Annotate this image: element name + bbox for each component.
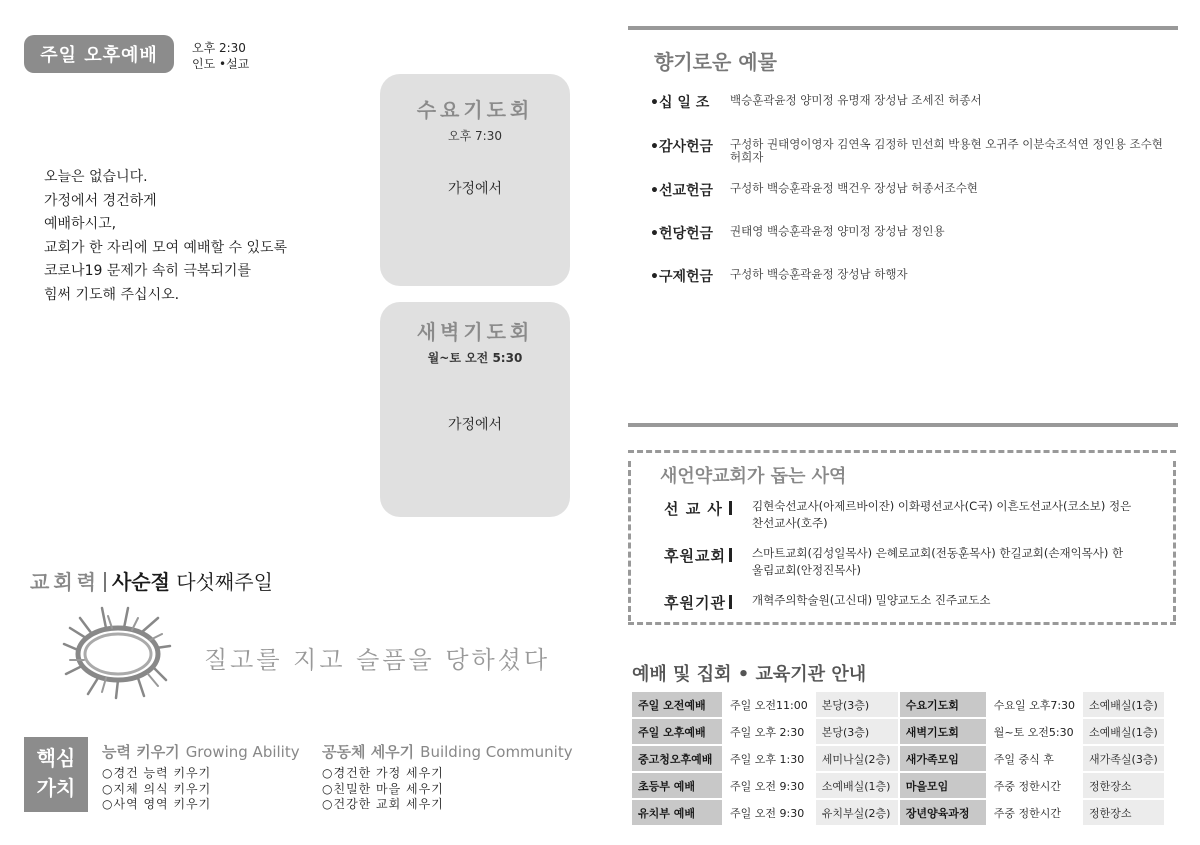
core-col2-head-ko: 공동체 세우기 <box>322 743 415 761</box>
schedule-place-cell: 소예배실(1층) <box>1083 719 1164 744</box>
schedule-place-cell: 소예배실(1층) <box>1083 692 1164 717</box>
notice-line: 교회가 한 자리에 모여 예배할 수 있도록 <box>44 239 288 256</box>
offering-label: •십 일 조 <box>650 95 710 111</box>
offering-row <box>650 180 1172 200</box>
dawn-prayer-title: 새벽기도회 <box>416 320 534 344</box>
calendar-divider <box>104 572 106 592</box>
schedule-name-cell: 유치부 예배 <box>632 800 722 825</box>
afternoon-service-leader: 인도 •설교 <box>192 57 250 71</box>
core-col1-head-ko: 능력 키우기 <box>102 743 180 761</box>
offering-names: 구성하 백승훈곽윤정 장성남 하행자 <box>730 267 908 281</box>
afternoon-service-badge: 주일 오후예배 <box>24 35 174 73</box>
schedule-place-cell: 소예배실(1층) <box>816 773 898 798</box>
offering-names: 구성하 권태영이영자 김연옥 김정하 민선희 박용현 오귀주 이분숙조석연 정인용 조수현 허희자 <box>730 137 1163 164</box>
schedule-name-cell: 초등부 예배 <box>632 773 722 798</box>
sermon-slogan: 질고를 지고 슬픔을 당하셨다 <box>204 646 551 674</box>
dawn-prayer-card <box>380 302 570 517</box>
core-value-item: ○경건 능력 키우기 <box>102 766 212 780</box>
wednesday-prayer-title: 수요기도회 <box>416 98 534 122</box>
dawn-prayer-time: 월~토 오전 5:30 <box>427 351 523 365</box>
mission-row <box>664 498 1132 532</box>
schedule-name-cell: 새가족모임 <box>900 746 986 771</box>
mission-text: 스마트교회(김성일목사) 은혜로교회(전동훈목사) 한길교회(손재익목사) 한울림교회(안정진목사) <box>752 546 1124 577</box>
schedule-place-cell: 유치부실(2층) <box>816 800 898 825</box>
mission-label: 후원교회 <box>664 545 752 579</box>
offering-row <box>650 266 1172 286</box>
mission-row <box>664 545 1132 579</box>
mission-label: 선 교 사 <box>664 498 752 532</box>
offering-label: •구제헌금 <box>650 269 714 285</box>
schedule-row <box>632 773 1164 798</box>
core-badge-line1: 핵심 <box>36 746 76 770</box>
service-notice <box>44 166 287 307</box>
wednesday-prayer-card <box>380 74 570 286</box>
schedule-name-cell: 새벽기도회 <box>900 719 986 744</box>
offering-label: •감사헌금 <box>650 139 714 155</box>
schedule-place-cell: 본당(3층) <box>816 719 898 744</box>
core-value-item: ○지체 의식 키우기 <box>102 781 212 796</box>
schedule-time-cell: 수요일 오후7:30 <box>988 692 1081 717</box>
schedule-time-cell: 주일 오전 9:30 <box>724 800 814 825</box>
core-values-growing <box>102 741 300 813</box>
schedule-place-cell: 새가족실(3층) <box>1083 746 1164 771</box>
schedule-time-cell: 주중 정한시간 <box>988 800 1081 825</box>
schedule-time-cell: 주중 정한시간 <box>988 773 1081 798</box>
schedule-time-cell: 주일 중식 후 <box>988 746 1081 771</box>
schedule-table <box>630 690 1166 827</box>
core-value-item: ○친밀한 마을 세우기 <box>322 781 444 796</box>
schedule-time-cell: 주일 오후 2:30 <box>724 719 814 744</box>
schedule-name-cell: 마을모임 <box>900 773 986 798</box>
mission-title: 새언약교회가 돕는 사역 <box>660 466 847 487</box>
schedule-title: 예배 및 집회 • 교육기관 안내 <box>632 664 867 685</box>
schedule-name-cell: 중고청오후예배 <box>632 746 722 771</box>
mission-row <box>664 592 1132 613</box>
schedule-row <box>632 719 1164 744</box>
schedule-place-cell: 정한장소 <box>1083 800 1164 825</box>
church-calendar <box>30 566 273 595</box>
mission-text: 개혁주의학술원(고신대) 밀양교도소 진주교도소 <box>752 593 991 607</box>
schedule-place-cell: 정한장소 <box>1083 773 1164 798</box>
offering-names: 권태영 백승훈곽윤정 양미정 장성남 정인용 <box>730 224 945 238</box>
notice-line: 가정에서 경건하게 <box>44 192 157 209</box>
core-value-item: ○경건한 가정 세우기 <box>322 766 444 780</box>
schedule-place-cell: 본당(3층) <box>816 692 898 717</box>
core-col1-heading <box>102 741 300 762</box>
notice-line: 오늘은 없습니다. <box>44 169 148 185</box>
crown-of-thorns-icon <box>62 604 172 700</box>
offering-row <box>650 223 1172 243</box>
offering-row <box>650 92 1172 112</box>
schedule-time-cell: 주일 오전11:00 <box>724 692 814 717</box>
core-badge-line2: 가치 <box>36 776 76 800</box>
dawn-prayer-body: 가정에서 <box>447 417 503 433</box>
notice-line: 코로나19 문제가 속히 극복되기를 <box>44 263 251 279</box>
schedule-time-cell: 주일 오전 9:30 <box>724 773 814 798</box>
wednesday-prayer-body: 가정에서 <box>447 181 503 197</box>
core-col2-head-en: Building Community <box>420 743 573 761</box>
offering-label: •헌당헌금 <box>650 226 714 242</box>
calendar-label: 교회력 <box>30 570 100 594</box>
schedule-time-cell: 월~토 오전5:30 <box>988 719 1081 744</box>
core-value-item: ○건강한 교회 세우기 <box>322 797 444 811</box>
offering-row <box>650 136 1172 164</box>
schedule-row <box>632 746 1164 771</box>
core-value-item: ○사역 영역 키우기 <box>102 797 212 811</box>
offering-names: 백승훈곽윤정 양미정 유명재 장성남 조세진 허종서 <box>730 93 982 107</box>
calendar-week: 다섯째주일 <box>169 570 273 594</box>
section-divider <box>628 26 1178 30</box>
calendar-season: 사순절 <box>111 570 170 594</box>
core-col2-heading <box>322 741 573 762</box>
section-divider <box>628 423 1178 427</box>
core-values-community <box>322 741 573 813</box>
mission-text: 김현숙선교사(아제르바이잔) 이화평선교사(C국) 이흔도선교사(코소보) 정은찬선교사(호주) <box>752 499 1132 530</box>
core-col1-head-en: Growing Ability <box>185 743 300 761</box>
schedule-place-cell: 세미나실(2층) <box>816 746 898 771</box>
schedule-row <box>632 692 1164 717</box>
afternoon-service-info <box>192 40 249 72</box>
schedule-name-cell: 주일 오전예배 <box>632 692 722 717</box>
offering-names: 구성하 백승훈곽윤정 백건우 장성남 허종서조수현 <box>730 181 978 195</box>
schedule-name-cell: 주일 오후예배 <box>632 719 722 744</box>
schedule-row <box>632 800 1164 825</box>
schedule-time-cell: 주일 오후 1:30 <box>724 746 814 771</box>
core-values-badge <box>24 737 88 812</box>
notice-line: 예배하시고, <box>44 216 117 232</box>
offerings-title: 향기로운 예물 <box>654 50 777 74</box>
notice-line: 힘써 기도해 주십시오. <box>44 286 180 303</box>
afternoon-service-time: 오후 2:30 <box>192 41 246 55</box>
schedule-name-cell: 장년양육과정 <box>900 800 986 825</box>
mission-label: 후원기관 <box>664 592 752 613</box>
offering-label: •선교헌금 <box>650 183 714 199</box>
schedule-name-cell: 수요기도회 <box>900 692 986 717</box>
wednesday-prayer-time: 오후 7:30 <box>448 129 502 143</box>
